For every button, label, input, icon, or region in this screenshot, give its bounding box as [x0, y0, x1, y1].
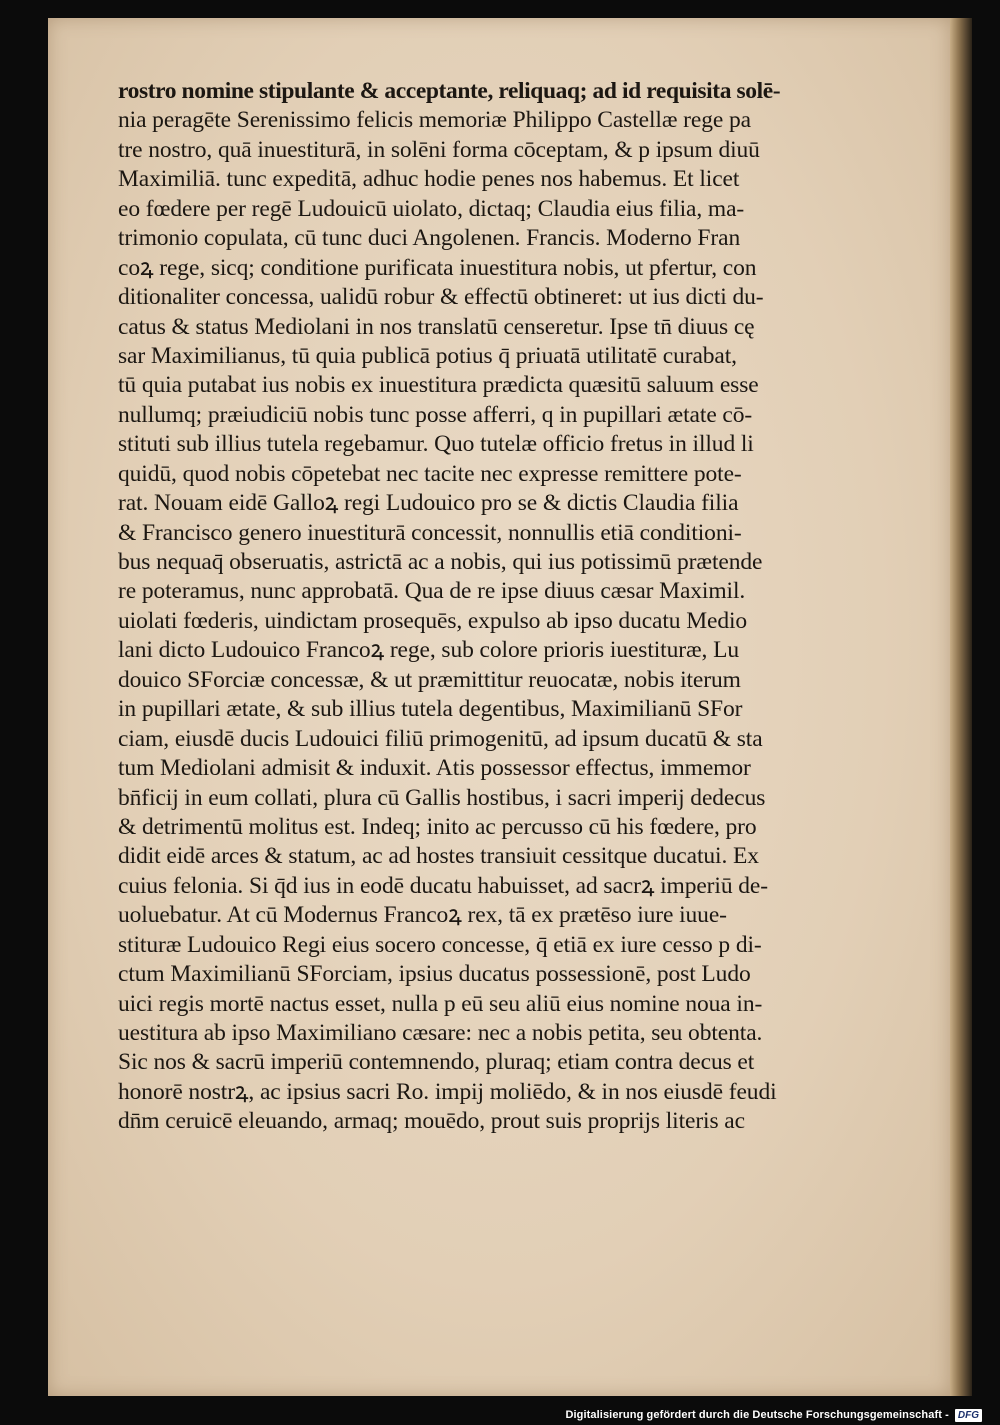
text-line: uiolati fœderis, uindictam prosequēs, expulso ab ipso ducatu Medio	[118, 607, 748, 634]
digitization-footer	[565, 1407, 982, 1423]
funding-notice: Digitalisierung gefördert durch die Deutsche Forschungsgemeinschaft -	[565, 1409, 949, 1421]
body-text	[118, 77, 913, 1137]
text-line: nullumq; præiudiciū nobis tunc posse afferri, q in pupillari ætate cō-	[118, 401, 753, 428]
text-line: tū quia putabat ius nobis ex inuestitura prædicta quæsitū saluum esse	[118, 372, 759, 399]
text-line: ditionaliter concessa, ualidū robur & effectū obtineret: ut ius dicti du-	[118, 284, 764, 311]
text-line: ciam, eiusdē ducis Ludouici filiū primogenitū, ad ipsum ducatū & sta	[118, 725, 763, 752]
text-line: coꝝ rege, sicq; conditione purificata inuestitura nobis, ut pfertur, con	[118, 254, 757, 281]
text-line: tre nostro, quā inuestiturā, in solēni forma cōceptam, & p ipsum diuū	[118, 136, 760, 163]
text-line: bus nequaq̄ obseruatis, astrictā ac a nobis, qui ius potissimū prætende	[118, 549, 763, 575]
text-line: sar Maximilianus, tū quia publicā potius q̄ priuatā utilitatē curabat,	[118, 342, 737, 369]
text-line: rat. Nouam eidē Galloꝝ regi Ludouico pro se & dictis Claudia filia	[118, 490, 739, 517]
text-line: rostro nomine stipulante & acceptante, reliquaq; ad id requisita solē-	[118, 78, 781, 104]
text-line: cuius felonia. Si q̄d ius in eodē ducatu habuisset, ad sacrꝝ imperiū de-	[118, 872, 768, 899]
text-line: uestitura ab ipso Maximiliano cæsare: nec a nobis petita, seu obtenta.	[118, 1020, 763, 1046]
text-line: douico SForciæ concessæ, & ut præmittitur reuocatæ, nobis iterum	[118, 666, 741, 693]
text-line: uoluebatur. At cū Modernus Francoꝝ rex, tā ex prætēso iure iuue-	[118, 902, 727, 929]
text-line: dn̄m ceruicē eleuando, armaq; mouēdo, prout suis proprijs literis ac	[118, 1108, 745, 1135]
text-line: Sic nos & sacrū imperiū contemnendo, pluraq; etiam contra decus et	[118, 1049, 755, 1076]
text-line: ctum Maximilianū SForciam, ipsius ducatus possessionē, post Ludo	[118, 961, 751, 988]
text-line: stituræ Ludouico Regi eius socero concesse, q̄ etiā ex iure cesso p di-	[118, 931, 762, 958]
text-line: trimonio copulata, cū tunc duci Angolenen. Francis. Moderno Fran	[118, 225, 741, 252]
text-line: & Francisco genero inuestiturā concessit, nonnullis etiā conditioni-	[118, 519, 742, 546]
dfg-logo: DFG	[955, 1409, 982, 1422]
text-line: quidū, quod nobis cōpetebat nec tacite nec expresse remittere pote-	[118, 460, 742, 487]
text-line: didit eidē arces & statum, ac ad hostes transiuit cessitque ducatui. Ex	[118, 843, 759, 870]
page-gutter	[950, 18, 972, 1396]
text-line: eo fœdere per regē Ludouicū uiolato, dictaq; Claudia eius filia, ma-	[118, 195, 745, 222]
text-line: honorē nostrꝝ, ac ipsius sacri Ro. impij moliēdo, & in nos eiusdē feudi	[118, 1078, 777, 1105]
text-line: catus & status Mediolani in nos translatū censeretur. Ipse tn̄ diuus cę	[118, 313, 755, 340]
text-line: tum Mediolani admisit & induxit. Atis possessor effectus, immemor	[118, 755, 751, 782]
text-line: nia peragēte Serenissimo felicis memoriæ Philippo Castellæ rege pa	[118, 107, 751, 134]
text-line: re poteramus, nunc approbatā. Qua de re ipse diuus cæsar Maximil.	[118, 578, 746, 605]
text-line: lani dicto Ludouico Francoꝝ rege, sub colore prioris iuestituræ, Lu	[118, 637, 740, 664]
text-line: bn̄ficij in eum collati, plura cū Gallis hostibus, i sacri imperij dedecus	[118, 784, 766, 811]
text-line: stituti sub illius tutela regebamur. Quo tutelæ officio fretus in illud li	[118, 431, 754, 458]
text-line: Maximiliā. tunc expeditā, adhuc hodie penes nos habemus. Et licet	[118, 166, 740, 193]
text-line: in pupillari ætate, & sub illius tutela degentibus, Maximilianū SFor	[118, 696, 743, 723]
text-line: & detrimentū molitus est. Indeq; inito ac percusso cū his fœdere, pro	[118, 813, 757, 840]
text-line: uici regis mortē nactus esset, nulla p eū seu aliū eius nomine noua in-	[118, 990, 763, 1017]
